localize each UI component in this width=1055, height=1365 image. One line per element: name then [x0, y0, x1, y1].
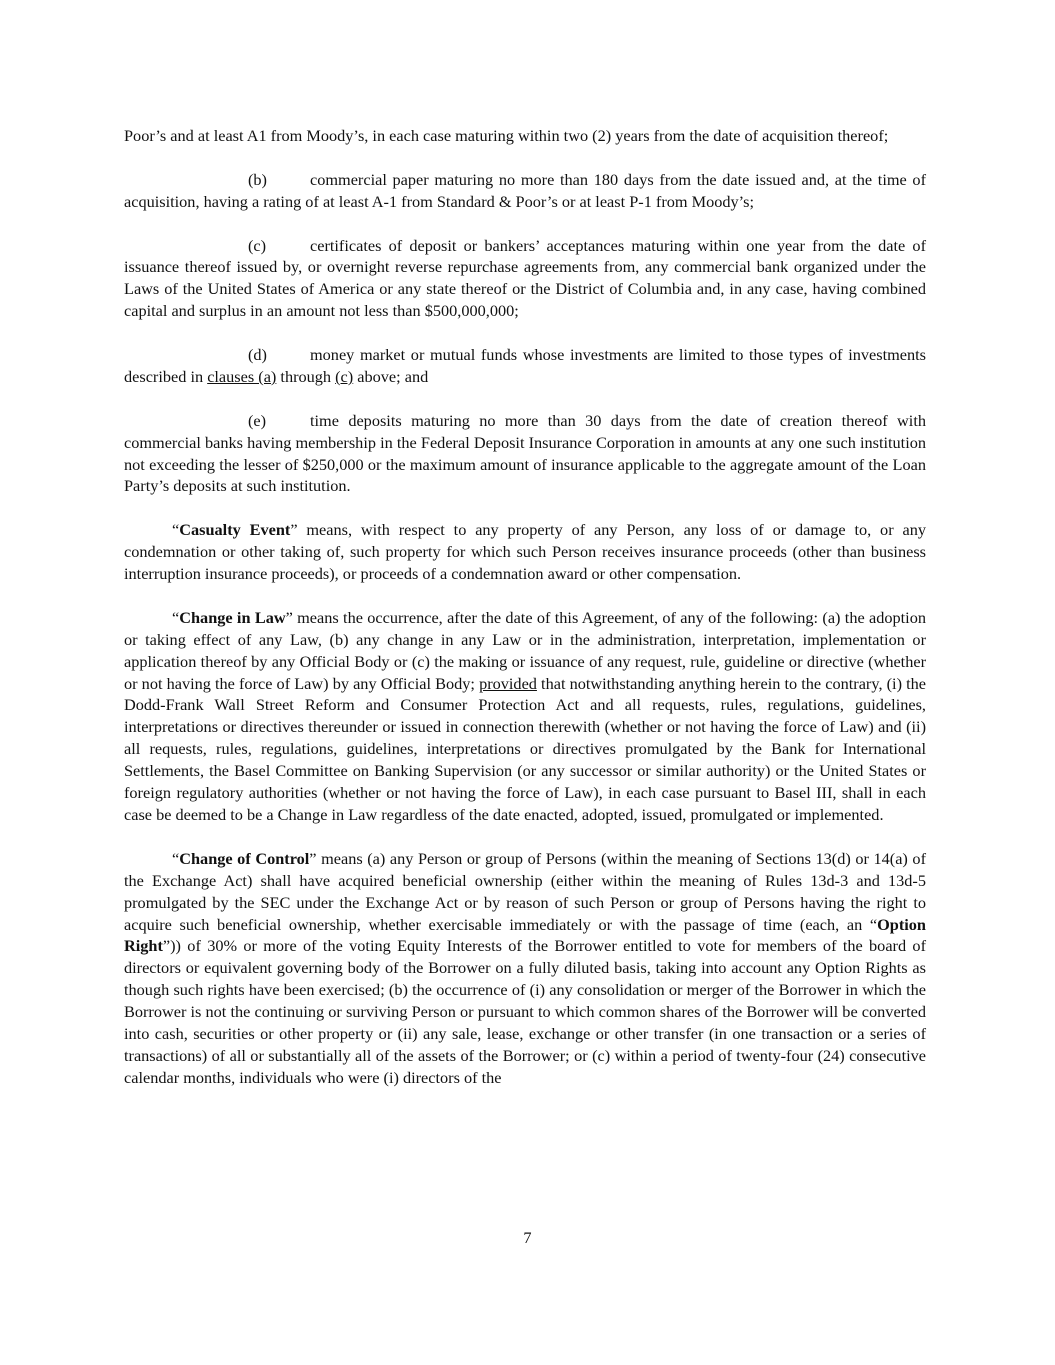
- definition-text: ” means, with respect to any property of any Person, any loss of or damage to, or any condemnation or other taking of, such property for which such Person receives insurance proceeds (other than business interruption insurance proceeds), or proceeds of a condemnation award or other compensation.: [124, 520, 926, 584]
- list-item-b: [124, 169, 926, 213]
- item-label: (c): [248, 235, 267, 255]
- page-body: [124, 125, 926, 1111]
- definition-text: ” means (a) any Person or group of Persons (within the meaning of Sections 13(d) or 14(a) of the Exchange Act) shall have acquired beneficial ownership (either within the meaning of Rules 13d-3 and 13d-5 promulgated by the SEC under the Exchange Act or by reason of such Person or group of Persons having the right to acquire such beneficial ownership, whether exercisable immediately or with the passage of time (each, an “: [124, 848, 926, 934]
- defined-term: Change of Control: [179, 848, 310, 868]
- item-text: money market or mutual funds whose investments are limited to those types of investments described in: [124, 345, 926, 386]
- quote-open: “: [172, 520, 180, 540]
- item-label: (d): [248, 345, 267, 365]
- clause-a-reference: clauses (a): [207, 366, 277, 386]
- definition-text: that notwithstanding anything herein to the contrary, (i) the Dodd-Frank Wall Street Reform and Consumer Protection Act and all requests, rules, regulations, guidelines, interpretations or directives thereunder or issued in connection therewith (whether or not having the force of Law) and (ii) all requests, rules, regulations, guidelines, interpretations or directives promulgated by the Bank for International Settlements, the Basel Committee on Banking Supervision (or any successor or similar authority) or the United States or foreign regulatory authorities (whether or not having the force of Law), in each case pursuant to Basel III, shall in each case be deemed to be a Change in Law regardless of the date enacted, adopted, issued, promulgated or implemented.: [124, 673, 926, 824]
- list-item-d: [124, 344, 926, 388]
- list-item-c: [124, 235, 926, 323]
- definition-text: ”)) of 30% or more of the voting Equity Interests of the Borrower entitled to vote for members of the board of directors or equivalent governing body of the Borrower on a fully diluted basis, taking into account any Option Rights as though such rights have been exercised; (b) the occurrence of (i) any consolidation or merger of the Borrower in which the Borrower is not the continuing or surviving Person or pursuant to which common shares of the Borrower will be converted into cash, securities or other property or (ii) any sale, lease, exchange or other transfer (in one transaction or a series of transactions) of all or substantially all of the assets of the Borrower; or (c) within a period of twenty-four (24) consecutive calendar months, individuals who were (i) directors of the: [124, 936, 926, 1087]
- page-number: 7: [523, 1228, 532, 1247]
- list-item-e: [124, 410, 926, 498]
- defined-term: Change in Law: [179, 607, 286, 627]
- quote-open: “: [172, 607, 180, 627]
- quote-open: “: [172, 848, 180, 868]
- definition-change-in-law: [124, 607, 926, 826]
- item-text: above; and: [353, 366, 429, 386]
- defined-term-option-right: Option Right: [124, 914, 926, 956]
- item-label: (b): [248, 169, 267, 189]
- item-text: through: [276, 366, 336, 386]
- definition-change-of-control: [124, 848, 926, 1089]
- paragraph-a-continuation: Poor’s and at least A1 from Moody’s, in each case maturing within two (2) years from the date of acquisition thereof;: [124, 126, 889, 145]
- item-label: (e): [248, 410, 267, 430]
- clause-c-reference: (c): [335, 366, 354, 386]
- provided-keyword: provided: [479, 673, 537, 693]
- item-text: commercial paper maturing no more than 180 days from the date issued and, at the time of acquisition, having a rating of at least A-1 from Standard & Poor’s or at least P-1 from Moody’s;: [124, 169, 926, 211]
- item-text: certificates of deposit or bankers’ acceptances maturing within one year from the date of issuance thereof issued by, or overnight reverse repurchase agreements from, any commercial bank organized under the Laws of the United States of America or any state thereof or the District of Columbia and, in any case, having combined capital and surplus in an amount not less than $500,000,000;: [124, 235, 926, 321]
- item-text: time deposits maturing no more than 30 days from the date of creation thereof with commercial banks having membership in the Federal Deposit Insurance Corporation in amounts at any one such institution not exceeding the lesser of $250,000 or the maximum amount of insurance applicable to the aggregate amount of the Loan Party’s deposits at such institution.: [124, 410, 926, 496]
- defined-term: Casualty Event: [179, 520, 291, 540]
- definition-casualty-event: [124, 519, 926, 585]
- definition-text: ” means the occurrence, after the date of this Agreement, of any of the following: (a) the adoption or taking effect of any Law, (b) any change in any Law or in the administration, interpretation, implementation or application thereof by any Official Body or (c) the making or issuance of any request, rule, guideline or directive (whether or not having the force of Law) by any Official Body;: [124, 607, 926, 693]
